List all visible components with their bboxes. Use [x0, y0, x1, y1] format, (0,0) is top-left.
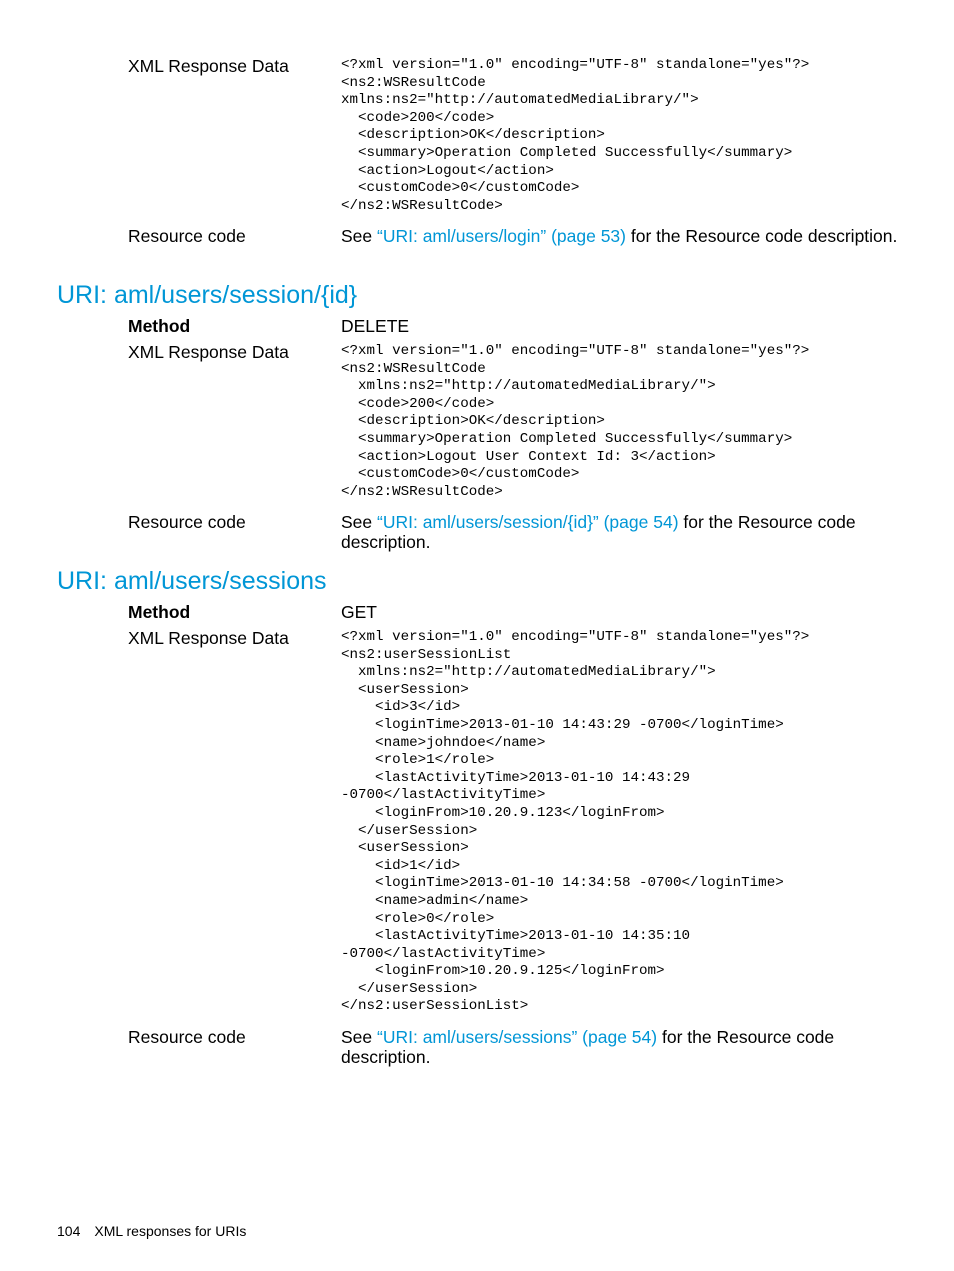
xml-response-label: XML Response Data: [128, 628, 289, 648]
xml-response-label: XML Response Data: [128, 342, 289, 362]
method-label: Method: [128, 316, 191, 336]
xml-response-code: <?xml version="1.0" encoding="UTF-8" standalone="yes"?> <ns2:WSResultCode xmlns:ns2="http://automatedMediaLibrary/"> <code>200</code> <description>OK</description> <summary>Operation Completed Successfully</summary> <action>Logout</action> <customCode>0</customCode> </ns2:WSResultCode>: [341, 57, 810, 214]
page-number: 104: [57, 1223, 81, 1239]
see-prefix: See: [341, 226, 377, 246]
cross-reference-link[interactable]: “URI: aml/users/session/{id}” (page 54): [377, 512, 679, 532]
section-heading-session-id: URI: aml/users/session/{id}: [57, 281, 358, 309]
cross-reference-link[interactable]: “URI: aml/users/sessions” (page 54): [377, 1027, 658, 1047]
xml-response-label: XML Response Data: [128, 56, 289, 76]
method-value: DELETE: [341, 316, 410, 336]
xml-response-code: <?xml version="1.0" encoding="UTF-8" standalone="yes"?> <ns2:WSResultCode xmlns:ns2="http://automatedMediaLibrary/"> <code>200</code> <description>OK</description> <summary>Operation Completed Successfully</summary> <action>Logout User Context Id: 3</action> <customCode>0</customCode> </ns2:WSResultCode>: [341, 343, 810, 500]
see-suffix: for the Resource code description.: [341, 1027, 835, 1067]
method-label: Method: [128, 602, 191, 622]
resource-code-description: [341, 1028, 901, 1067]
cross-reference-link[interactable]: “URI: aml/users/login” (page 53): [377, 226, 626, 246]
resource-code-description: [341, 513, 901, 552]
resource-code-label: Resource code: [128, 1027, 246, 1047]
page-footer: [57, 1223, 246, 1240]
xml-response-code: <?xml version="1.0" encoding="UTF-8" standalone="yes"?> <ns2:userSessionList xmlns:ns2="http://automatedMediaLibrary/"> <userSession> <id>3</id> <loginTime>2013-01-10 14:43:29 -0700</loginTime> <name>johndoe</name> <role>1</role> <lastActivityTime>2013-01-10 14:43:29 -0700</lastActivityTime> <loginFrom>10.20.9.123</loginFrom> </userSession> <userSession> <id>1</id> <loginTime>2013-01-10 14:34:58 -0700</loginTime> <name>admin</name> <role>0</role> <lastActivityTime>2013-01-10 14:35:10 -0700</lastActivityTime> <loginFrom>10.20.9.125</loginFrom> </userSession> </ns2:userSessionList>: [341, 629, 810, 1015]
see-suffix: for the Resource code description.: [341, 512, 856, 552]
resource-code-label: Resource code: [128, 226, 246, 246]
see-prefix: See: [341, 1027, 377, 1047]
see-prefix: See: [341, 512, 377, 532]
see-suffix: for the Resource code description.: [625, 226, 898, 246]
footer-section-title: XML responses for URIs: [94, 1223, 247, 1239]
resource-code-label: Resource code: [128, 512, 246, 532]
resource-code-description: [341, 227, 901, 247]
section-heading-sessions: URI: aml/users/sessions: [57, 567, 327, 595]
method-value: GET: [341, 602, 377, 622]
